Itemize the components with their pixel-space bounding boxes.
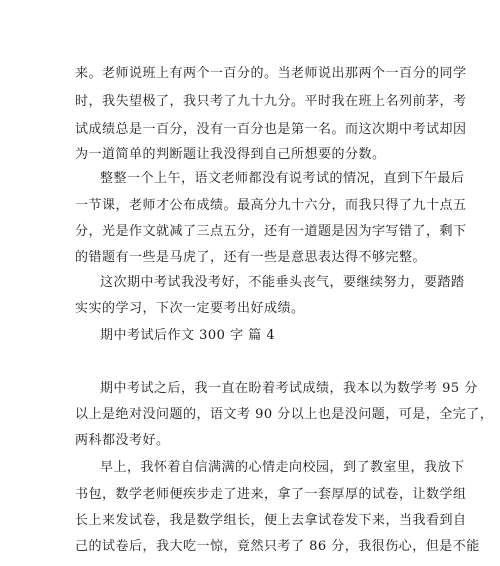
text-line: 长上来发试卷，我是数学组长，便上去拿试卷发下来，当我看到自: [75, 513, 467, 528]
paragraph-start-line: 期中考试之后，我一直在盼着考试成绩，我本以为数学考 95 分: [100, 381, 478, 396]
text-line: 的错题有一些是马虎了，还有一些是意思表达得不够完整。: [75, 250, 427, 265]
paragraph-start-line: 早上，我怀着自信满满的心情走向校园，到了教室里，我放下: [100, 460, 465, 475]
paragraph-start-line: 整整一个上午，语文老师都没有说考试的情况，直到下午最后: [100, 171, 465, 186]
text-line: 分，光是作文就减了三点五分，还有一道题是因为字写错了，剩下: [75, 224, 467, 239]
section-heading: 期中考试后作文 300 字 篇 4: [100, 328, 276, 343]
text-line: 试成绩总是一百分，没有一百分也是第一名。而这次期中考试却因: [75, 122, 467, 137]
text-line: 书包，数学老师便疾步走了进来，拿了一套厚厚的试卷，让数学组: [75, 487, 467, 502]
text-line: 一节课，老师才公布成绩。最高分九十六分，而我只得了九十点五: [75, 198, 467, 213]
text-line: 两科都没考好。: [75, 433, 170, 448]
text-line: 以上是绝对没问题的，语文考 90 分以上也是没问题，可是，全完了，: [75, 407, 494, 422]
paragraph-start-line: 这次期中考试我没考好，不能垂头丧气，要继续努力，要踏踏: [100, 275, 465, 290]
text-line: 己的试卷后，我大吃一惊，竟然只考了 86 分，我很伤心，但是不能: [75, 539, 480, 554]
text-line: 来。老师说班上有两个一百分的。当老师说出那两个一百分的同学: [75, 66, 467, 81]
text-line: 实实的学习，下次一定要考出好成绩。: [75, 301, 305, 316]
text-line: 时，我失望极了，我只考了九十九分。平时我在班上名列前茅，考: [75, 94, 467, 109]
text-line: 为一道简单的判断题让我没得到自己所想要的分数。: [75, 147, 386, 162]
